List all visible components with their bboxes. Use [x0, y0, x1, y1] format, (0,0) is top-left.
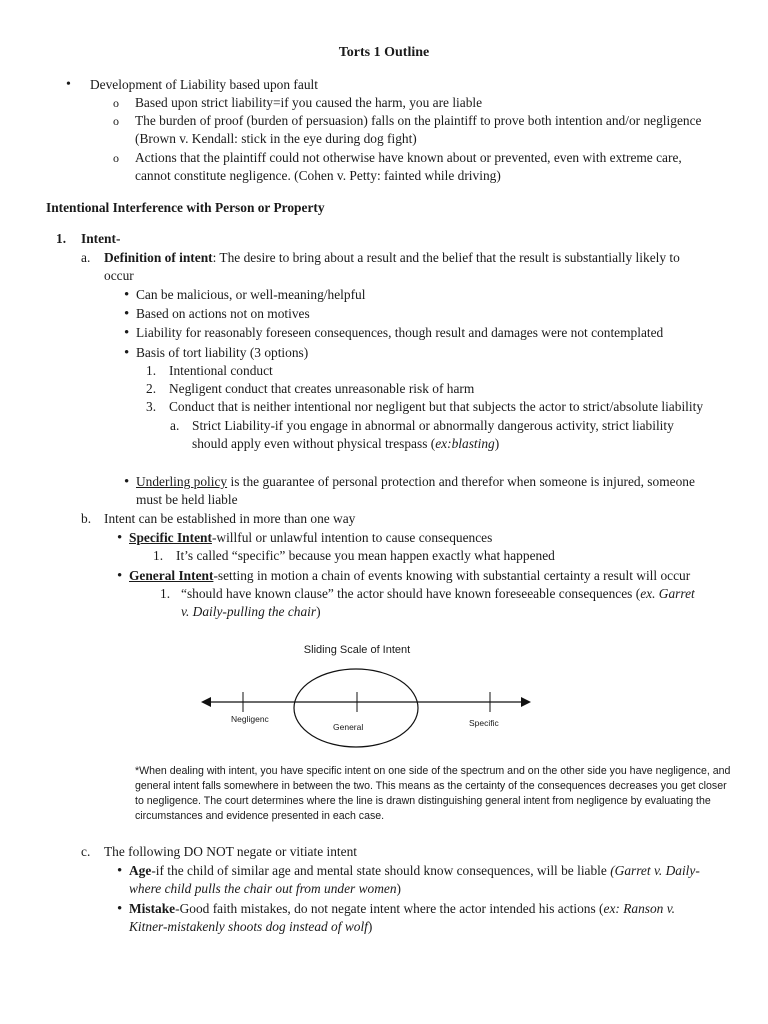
- general-intent-bullet: • General Intent-setting in motion a chain of events knowing with substantial certainty a result will occur: [129, 567, 690, 585]
- intent-a-bullet-3: • Liability for reasonably foreseen consequences, though result and damages were not contemplated: [136, 324, 663, 342]
- intent-a-bullet-4: • Basis of tort liability (3 options): [136, 344, 308, 362]
- strict-liability-line2: should apply even without physical trespass (ex:blasting): [192, 436, 500, 451]
- general-sub-number: 1.: [160, 586, 171, 601]
- strict-liability-line1: Strict Liability-if you engage in abnormal or abnormally dangerous activity, strict liability: [192, 418, 674, 433]
- mistake-bullet-cont: Kitner-mistakenly shoots dog instead of wolf): [129, 919, 373, 934]
- negligence-label: Negligenc: [231, 714, 269, 724]
- strict-marker: a.: [170, 418, 180, 433]
- sliding-scale-note: *When dealing with intent, you have specific intent on one side of the spectrum and on the other side you have negligence, and general intent falls somewhere in between the two. This means as the certainty of the consequences decreases you get closer to negligence. The court determines where the line is drawn distinguishing general intent from negligence by evaluating the circumstances and evidence presented in each case.: [135, 765, 731, 822]
- option-2-number: 2.: [146, 381, 157, 396]
- option-3-text: Conduct that is neither intentional nor negligent but that subjects the actor to strict/absolute liability: [169, 399, 704, 414]
- scale-right-arrow: [521, 697, 531, 707]
- option-2-text: Negligent conduct that creates unreasonable risk of harm: [169, 381, 475, 396]
- intent-b-text: Intent can be established in more than one way: [104, 511, 356, 526]
- specific-sub-text: It’s called “specific” because you mean happen exactly what happened: [176, 548, 555, 563]
- specific-intent-bullet: • Specific Intent-willful or unlawful intention to cause consequences: [129, 529, 492, 547]
- intro-sub-3-cont: cannot constitute negligence. (Cohen v. Petty: fainted while driving): [135, 168, 501, 183]
- policy-bullet-cont: must be held liable: [136, 492, 238, 507]
- mistake-bullet: • Mistake-Good faith mistakes, do not negate intent where the actor intended his actions (ex: Ranson v.: [129, 900, 675, 918]
- section-heading: Intentional Interference with Person or Property: [46, 200, 325, 215]
- general-label: General: [333, 722, 364, 732]
- general-sub-line2: v. Daily-pulling the chair): [181, 604, 321, 619]
- specific-sub-number: 1.: [153, 548, 164, 563]
- intro-sub-2-cont: (Brown v. Kendall: stick in the eye during dog fight): [135, 131, 417, 146]
- intent-heading: Intent-: [81, 231, 121, 246]
- age-bullet: • Age-if the child of similar age and mental state should know consequences, will be liable (Garret v. Daily-: [129, 862, 700, 880]
- intent-b-marker: b.: [81, 511, 92, 526]
- intent-a-marker: a.: [81, 250, 91, 265]
- intent-c-text: The following DO NOT negate or vitiate intent: [104, 844, 357, 859]
- option-1-number: 1.: [146, 363, 157, 378]
- sliding-scale-title: Sliding Scale of Intent: [303, 644, 411, 656]
- intent-a-definition-cont: occur: [104, 268, 134, 283]
- intro-bullet: • Development of Liability based upon fault: [90, 76, 318, 94]
- option-1-text: Intentional conduct: [169, 363, 273, 378]
- intent-c-marker: c.: [81, 844, 91, 859]
- intent-a-definition: Definition of intent: The desire to bring about a result and the belief that the result is substantially likely to: [104, 250, 680, 265]
- general-sub-line1: “should have known clause” the actor should have known foreseeable consequences (ex. Garret: [181, 586, 695, 601]
- intent-a-bullet-1: • Can be malicious, or well-meaning/helpful: [136, 286, 365, 304]
- option-3-number: 3.: [146, 399, 157, 414]
- document-title: Torts 1 Outline: [338, 45, 430, 60]
- scale-left-arrow: [201, 697, 211, 707]
- policy-bullet: • Underling policy is the guarantee of personal protection and therefor when someone is injured, someone: [136, 473, 695, 491]
- specific-label: Specific: [469, 718, 499, 728]
- intent-a-bullet-2: • Based on actions not on motives: [136, 305, 310, 323]
- intro-sub-3: o Actions that the plaintiff could not otherwise have known about or prevented, even with extreme care,: [135, 149, 682, 167]
- intro-sub-1: o Based upon strict liability=if you caused the harm, you are liable: [135, 94, 482, 112]
- intent-number: 1.: [56, 231, 67, 246]
- intro-sub-2: o The burden of proof (burden of persuasion) falls on the plaintiff to prove both intention and/or negligence: [135, 112, 701, 130]
- age-bullet-cont: where child pulls the chair out from under women): [129, 881, 402, 896]
